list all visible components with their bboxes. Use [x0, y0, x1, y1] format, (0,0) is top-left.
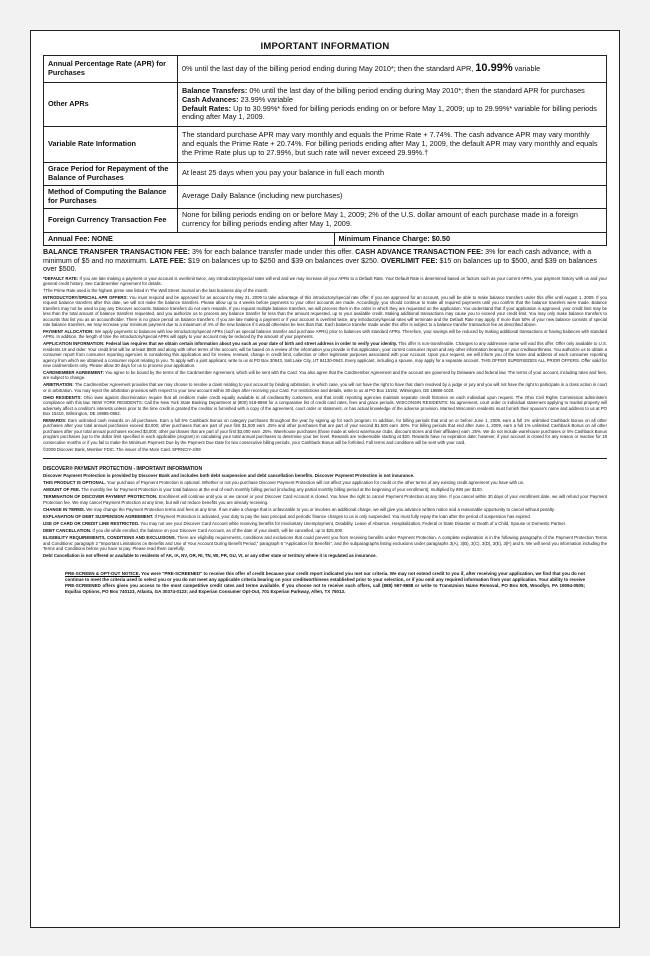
table-row: [44, 127, 607, 163]
minimum-finance-charge: Minimum Finance Charge: $0.50: [334, 233, 607, 246]
notice-heading: PRE-SCREEN & OPT-OUT NOTICE.: [65, 570, 140, 576]
term-text: Up to 30.99%* fixed for billing periods ending on or before May 1, 2009; up to 29.99%* variable for billing periods ending after May 1, 2009.: [182, 103, 597, 122]
paragraph-text: Your purchase of Payment Protection is optional. Whether or not you purchase Discover Payment Protection will not affect your application for credit or the other terms of any existing credit agreement you have with us.: [105, 479, 525, 485]
row-value: [178, 83, 607, 127]
fee-text: 3% for each balance transfer made under this offer.: [190, 248, 356, 257]
paragraph-text: The monthly fee for Payment Protection is your total balance at the end of each monthly billing period (including any partial monthly billing period at the beginning of your enrollment), multiplied by 89¢ per $100.: [80, 486, 483, 492]
prescreen-opt-out-notice: [65, 571, 585, 595]
paragraph-text: The Cardmember Agreement provides that we may choose to resolve a claim relating to your account by binding arbitration, in which case, you will not have the right to have that claim resolved by a judge or jury and you will not have the right to participate in a class action in court or in arbitration. You may reject the arbitration provision with respect to your new account within 30 days after receiving your Card. For restrictions and details, write to us at PO Box 15192, Wilmington, DE 19886-1020.: [43, 382, 607, 393]
row-label: Annual Percentage Rate (APR) for Purchases: [44, 56, 178, 83]
paragraph-text: Enrollment will continue until you or we cancel or your Discover Card Account is closed. You have the right to cancel Payment Protection at any time. If you cancel within 30 days of your enrollment date, we will refund your Payment Protection fee. We may cancel Payment Protection at any time, but will not reduce benefits you are already receiving.: [43, 493, 607, 505]
payment-protection-paragraph: [43, 507, 607, 513]
term-text: 0% until the last day of the billing period ending during May 2010*; then the standard APR for purchases: [247, 85, 585, 95]
payment-protection-paragraph: [43, 514, 607, 520]
paragraph-text: †The Prime Rate used is the highest prime rate listed in The Wall Street Journal on the last business day of the month.: [43, 287, 269, 293]
paragraph-heading: THIS PRODUCT IS OPTIONAL.: [43, 479, 106, 485]
row-label: Variable Rate Information: [44, 127, 178, 163]
paragraph-heading: CARDMEMBER AGREEMENT:: [43, 370, 104, 376]
fine-print-paragraph: [43, 295, 607, 327]
payment-protection-paragraph: [43, 487, 607, 493]
disclosure-sheet: [30, 30, 620, 928]
copyright-line: [43, 447, 607, 452]
row-value: [178, 56, 607, 83]
fee-text: $15 on balances up to $500, and $39 on balances over $500.: [43, 256, 597, 274]
default-rate-line: [182, 105, 602, 123]
paragraph-heading: USE OF CARD OR CREDIT LINE RESTRICTED.: [43, 520, 140, 526]
paragraph-text: Ohio laws against discrimination require that all creditors make credit equally available to all creditworthy customers, and that credit reporting agencies maintain separate credit histories on each individual upon request. The Ohio Civil Rights Commission administers compliance with this law. NEW YORK RESIDENTS: Call the New York State Banking Department at (800) 518-8866 for a comparative list of credit card rates, fees and grace periods. WISCONSIN RESIDENTS: No agreement, court order or individual statement applying to marital property will adversely affect a creditor's interests unless prior to the time credit is granted the creditor is furnished with a copy of the agreement, court order or statement, or has actual knowledge of the adverse provision. Married Wisconsin residents must furnish their spouse's name and address to us at PO Box 15410, Wilmington, DE 19886-0862.: [43, 394, 608, 417]
term-label: Balance Transfers:: [182, 85, 248, 95]
fine-print-paragraph: [43, 370, 607, 381]
row-value: At least 25 days when you pay your balance in full each month: [178, 163, 607, 186]
paragraph-text: ©2009 Discover Bank, Member FDIC. The issuer of the More Card. SPRNCIY-4/09: [43, 446, 201, 452]
apr-text: 0% until the last day of the billing period ending during May 2010*; then the standard APR,: [182, 64, 476, 74]
paragraph-heading: TERMINATION OF DISCOVER PAYMENT PROTECTION.: [43, 493, 158, 499]
paragraph-heading: INTRODUCTORY/SPECIAL APR OFFERS:: [43, 294, 128, 300]
term-text: 23.99% variable: [238, 94, 293, 104]
fee-label: BALANCE TRANSFER TRANSACTION FEE:: [43, 248, 190, 257]
row-value: Average Daily Balance (including new purchases): [178, 185, 607, 208]
paragraph-text: If you die while enrolled, the balance on your Discover Card Account, as of the date of your death, will be cancelled, up to $25,000.: [91, 528, 344, 534]
paragraph-heading: EXPLANATION OF DEBT SUSPENSION AGREEMENT.: [43, 513, 154, 519]
fine-print-paragraph: [43, 341, 607, 368]
fine-print-paragraph: [43, 418, 607, 445]
fee-text: $19 on balances up to $250 and $39 on balances over $250.: [185, 256, 381, 265]
paragraph-heading: DEBT CANCELLATION.: [43, 528, 92, 534]
row-value: The standard purchase APR may vary monthly and equals the Prime Rate + 7.74%. The cash advance APR may vary monthly and equals the Prime Rate + 20.74%. For billing periods ending after May 1, 2009, the default APR may vary monthly and equals the Prime Rate plus up to 27.99%, but such rate will never exceed 29.99%.†: [178, 127, 607, 163]
paragraph-text: If you are late making a payment or your account is overlimit twice, any introductory/special rates will end and we may increase all your APRs to a Default Rate. Your Default Rate is determined based on factors such as your current APRs, your payment history with us and your general credit history. See Cardmember Agreement for details.: [43, 275, 607, 286]
page-title: IMPORTANT INFORMATION: [260, 41, 390, 52]
paragraph-text: You must respond and be approved for an account by May 31, 2009 to take advantage of this introductory/special rate offer. If you are approved for an account, you will be able to make balance transfers under this offer until August 1, 2009. If you request balance transfers after this date, we will not make the balance transfers. Please allow up to 4 weeks before payments to your other accounts are made. Accordingly, you should continue to make all required payments until you confirm that the balance transfers were made. Balance transfers may not be used to pay any Discover accounts. Balance transfers do not earn rewards. If you request multiple balance transfers, we will process them in the order in which they are requested on the application. You understand that if your application is approved, your credit limit may be less than the total amount of balance transfers requested, and you authorize us to process any balance transfer for less than the amount requested, up to your available credit. Making additional transactions may cause you to exceed your credit limit. You may only make balance transfers to accounts that list you as an accountholder. There is no grace period on balance transfers. If you are late making a payment or if your account is overlimit twice, any introductory/special rates will terminate and the Default Rate may apply. If more than 50% of your new balance consists of special rate balance transfers, we may increase your minimum payment due to a maximum of 4% of the new balance if it would otherwise be less than that. Each balance transfer made under this offer is subject to a balance transfer transaction fee as described above.: [43, 294, 607, 327]
payment-protection-paragraph: [43, 480, 607, 486]
paragraph-heading: ELIGIBILITY REQUIREMENTS, CONDITIONS AND EXCLUSIONS.: [43, 535, 176, 541]
row-label: Foreign Currency Transaction Fee: [44, 208, 178, 232]
paragraph-heading: REWARDS:: [43, 418, 67, 424]
payment-protection-paragraph: [43, 528, 607, 534]
paragraph-text: We may change the Payment Protection terms and fees at any time. If we make a change that is unfavorable to you or involves an additional charge, we will give you advance written notice and a reasonable opportunity to cancel without penalty.: [85, 506, 555, 512]
paragraph-text: You agree to be bound by the terms of the Cardmember Agreement, which will be sent with the Card. You also agree that the Cardmember Agreement and the account are governed by Delaware and federal law. The terms of your account, including rates and fees, are subject to change.: [43, 370, 607, 381]
term-label: Default Rates:: [182, 103, 232, 113]
fine-print-paragraph: [43, 382, 607, 393]
annual-fee: Annual Fee: NONE: [44, 233, 335, 246]
paragraph-text: We apply payments to balances with low introductory/special APRs (such as special balance transfer and purchase APRs) prior to balances with standard APRs. Therefore, your savings will be reduced by making additional transactions or having balances with standard APRs. In addition, the length of time the introductory/special APRs will apply to your account may be reduced by the amount of your payments.: [43, 328, 607, 340]
payment-protection-subtitle: Discover Payment Protection is provided by Discover Bank and includes both debt suspension and debt cancellation benefits. Discover Payment Protection is not insurance.: [43, 473, 415, 479]
fee-label: CASH ADVANCE TRANSACTION FEE:: [355, 248, 484, 257]
paragraph-heading: AMOUNT OF FEE.: [43, 486, 81, 492]
standard-apr: 10.99%: [475, 62, 513, 75]
paragraph-heading: Debt Cancellation is not offered or available to residents of AK, IA, NV, OR, RI, TN, WI, PR, GU, VI, or any other state or territory where it is regulated as insurance.: [43, 553, 377, 559]
term-label: Cash Advances:: [182, 94, 239, 104]
notice-text: You were "PRE-SCREENED" to receive this offer of credit because your credit report indicated you met our criteria. We may not extend credit to you if, after receiving your application, we find that you do not continue to meet the criteria used to select you or you do not meet any applicable criteria bearing on your creditworthiness established prior to your selection, or if you omit any required information from your application. Your ability to receive PRE-SCREENED offers gives you access to the most competitive credit rates and terms available. If you choose not to receive such offers, call (888) 567-8688 or write to TransUnion Name Removal, PO Box 505, Woodlyn, PA 19094-0505; Equifax Options, PO Box 740123, Atlanta, GA 30374-0123; and Experian Consumer Opt-Out, 701 Experian Parkway, Allen, TX 75013.: [65, 570, 585, 595]
row-label: Grace Period for Repayment of the Balance of Purchases: [44, 163, 178, 186]
fee-summary-table: [43, 233, 607, 247]
fee-text: 3% for each cash advance, with a minimum of $5 and no maximum.: [43, 248, 592, 265]
table-row: [44, 233, 607, 246]
paragraph-heading: PAYMENT ALLOCATION:: [43, 328, 94, 334]
paragraph-heading: OHIO RESIDENTS:: [43, 394, 82, 400]
row-label: Other APRs: [44, 83, 178, 127]
payment-protection-paragraph: [43, 521, 607, 527]
row-value: None for billing periods ending on or before May 1, 2009; 2% of the U.S. dollar amount of each purchase made in a foreign currency for billing periods ending after May 1, 2009.: [178, 208, 607, 232]
paragraph-heading: CHANGE IN TERMS.: [43, 506, 85, 512]
payment-protection-paragraph: [43, 535, 607, 552]
table-row: [44, 56, 607, 83]
paragraph-heading: APPLICATION INFORMATION: Federal law requires that we obtain certain information about you such as your date of birth and street address in order to verify your identity.: [43, 341, 398, 347]
table-row: [44, 163, 607, 186]
fine-print-paragraph: [43, 288, 607, 293]
paragraph-heading: *DEFAULT RATE:: [43, 275, 79, 281]
table-row: [44, 185, 607, 208]
fees-paragraph: [43, 248, 607, 274]
paragraph-text: Earn unlimited cash rewards on all purchases. Earn a full 5% Cashback Bonus on category purchases throughout the year by signing up for each program. In addition, for billing periods that end on or before June 1, 2009, earn a full 1% unlimited Cashback Bonus on all other purchases after your total annual purchases exceed $3,000; other purchases that are part of your first $1,500 earn .25% and other purchases that are part of your second $1,500 earn .50%. For billing periods that end after June 1, 2009, earn a full 1% unlimited Cashback Bonus on all other purchases after your total annual purchases exceed $3,000; other purchases that are part of your first $3,000 earn .25%. Warehouse purchases (those made at select warehouse clubs, discount stores and their affiliates) earn .25%. We do not include warehouse purchases or 5% Cashback Bonus program purchases (up to the dollar limit specified in each applicable program) in calculating your total annual purchases to determine your tier level. Rewards are redeemable starting at $20. Rewards have no expiration date; however, if your account is closed for any reason or inactive for 18 consecutive months or if you fail to make the Minimum Payment Due by the Payment Due Date for two consecutive billing periods, your Cashback Bonus will be forfeited. Full terms and conditions will be sent with your card.: [43, 418, 607, 445]
fine-print-paragraph: [43, 276, 607, 287]
fine-print-paragraph: [43, 329, 607, 340]
fee-label: LATE FEE:: [149, 256, 186, 265]
row-label: Method of Computing the Balance for Purchases: [44, 185, 178, 208]
table-row: [44, 208, 607, 232]
paragraph-text: If Payment Protection is activated, your duty to pay the loan principal and periodic finance charges to us is only suspended. You must fully repay the loan after the period of suspension has expired.: [153, 513, 531, 519]
section-divider: [43, 458, 607, 459]
apr-suffix: variable: [512, 64, 541, 74]
paragraph-text: There are eligibility requirements, conditions and exclusions that could prevent you from receiving benefits under Payment Protection. A complete explanation is in the following paragraphs of the Payment Protection Terms and Conditions: paragraph 2 "Important Limitations on Benefits and Use of Your Account During Benefit Period," paragraph 6 "Application for Benefits", and the subparagraphs listing exclusions under paragraphs 3(A), 3(B), 3(C), 3(D), 3(E), 3(F) and 5. We will send you information including the Terms and Conditions before you have to pay. Please read them carefully.: [43, 535, 607, 552]
paragraph-heading: ARBITRATION:: [43, 382, 74, 388]
paragraph-text: You may not use your Discover Card Account while receiving benefits for Involuntary Unemployment, Disability, Leave of Absence, Hospitalization, Federal or State Disaster or Death of a Child, Spouse or Domestic Partner.: [139, 520, 567, 526]
fine-print-paragraph: [43, 395, 607, 417]
payment-protection-paragraph: [43, 494, 607, 505]
rates-table: [43, 55, 607, 233]
table-row: [44, 83, 607, 127]
fee-label: OVERLIMIT FEE:: [380, 256, 438, 265]
payment-protection-paragraph: [43, 553, 607, 559]
paragraph-text: This offer is non-transferable. Changes to any addressee name will void this offer. Offer only available to U.S. residents 18 and older. Your credit limit will be at least $500 and along with other terms of the account, will be based on a review of the information you provide in this application, your current consumer report and any other information bearing on your creditworthiness. You authorize us to obtain a consumer report from consumer reporting agencies in considering this application and for review, renewal, change in credit limit, collection or other legitimate purposes associated with your Account. Upon your request, we will inform you of the name and address of each consumer reporting agency from which we obtained a consumer report relating to you. To apply with a joint applicant, write to us at PO Box 30943, Salt Lake City, UT 84130-0943. Every applicant, including a spouse, may apply for a separate account. THIS OFFER SUPERSEDES ALL PRIOR OFFERS. Offer valid for new cardmembers only. Please allow 30 days for us to process your application.: [43, 341, 607, 369]
payment-protection-title: DISCOVER® PAYMENT PROTECTION - IMPORTANT INFORMATION: [43, 466, 203, 473]
